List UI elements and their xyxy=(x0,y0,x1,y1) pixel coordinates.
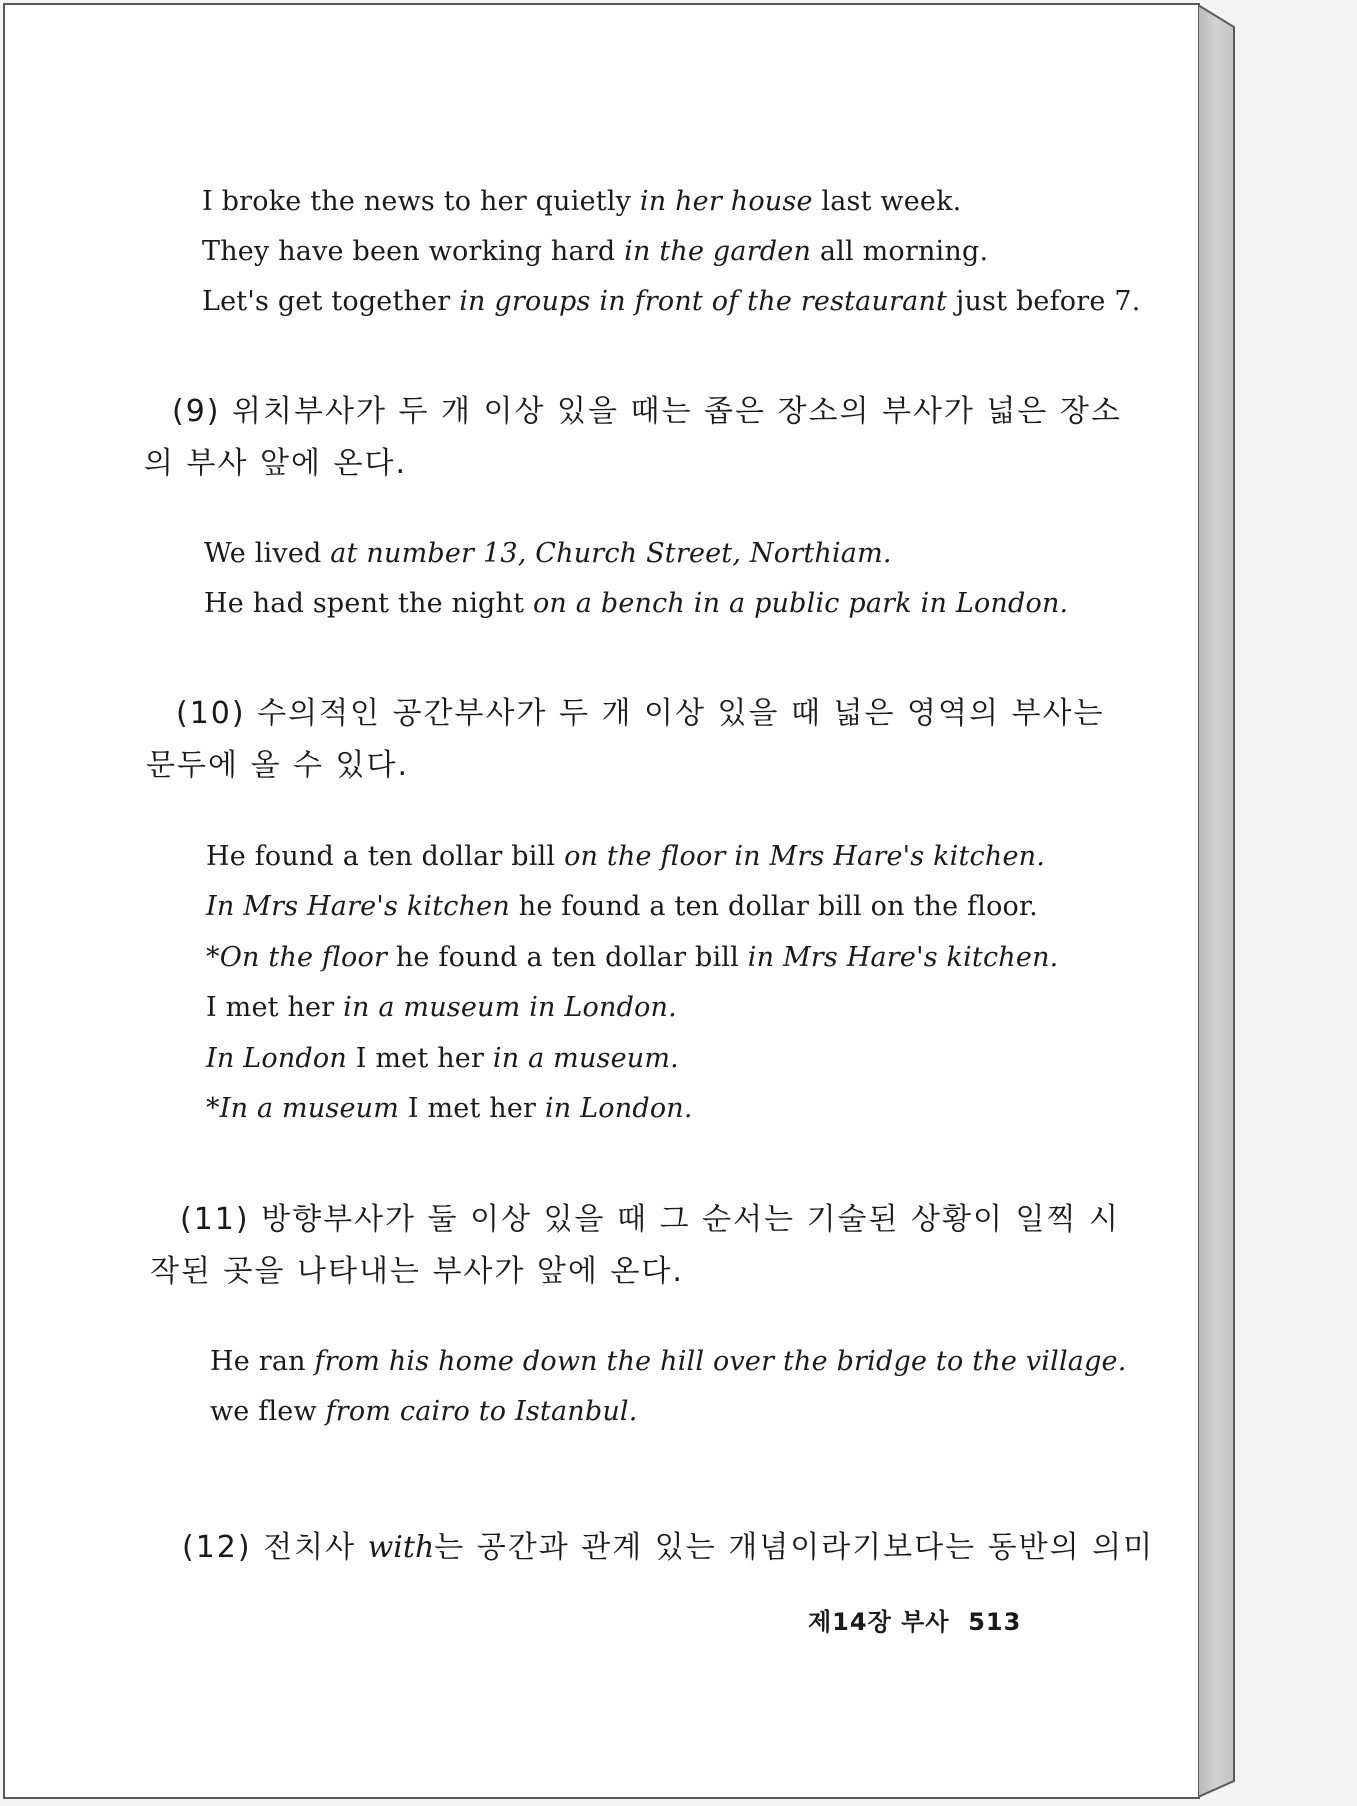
rule-11-continuation: 작된 곳을 나타내는 부사가 앞에 온다. xyxy=(150,1254,684,1289)
adverbial-phrase: In Mrs Hare's kitchen xyxy=(206,891,510,922)
adverbial-phrase: from his home down the hill over the bridge to the village. xyxy=(314,1346,1127,1377)
rule-9-heading: (9) 위치부사가 두 개 이상 있을 때는 좁은 장소의 부사가 넓은 장소 xyxy=(172,394,1122,429)
adverbial-phrase: In London xyxy=(206,1043,347,1074)
adverbial-phrase: In a museum xyxy=(219,1093,400,1124)
rule-12-prefix: (12) 전치사 xyxy=(182,1530,368,1565)
rule-10-continuation: 문두에 올 수 있다. xyxy=(146,748,410,783)
example-sentence xyxy=(210,1346,1127,1377)
example-sentence xyxy=(204,538,892,569)
example-sentence xyxy=(206,891,1038,922)
page-number: 513 xyxy=(968,1608,1022,1636)
adverbial-phrase: on a bench in a public park in London. xyxy=(532,588,1069,619)
adverbial-phrase: in London. xyxy=(544,1093,693,1124)
sentence-segment: He had spent the night xyxy=(204,588,533,619)
sentence-segment: He found a ten dollar bill xyxy=(206,841,565,872)
example-sentence xyxy=(206,1093,693,1124)
example-sentence xyxy=(206,1043,679,1074)
adverbial-phrase: in her house xyxy=(639,186,813,217)
page-stack-edge xyxy=(1198,3,1238,1799)
sentence-segment: last week. xyxy=(812,186,962,217)
adverbial-phrase: from cairo to Istanbul. xyxy=(325,1396,638,1427)
sentence-segment: * xyxy=(206,942,220,973)
sentence-segment: all morning. xyxy=(811,236,989,267)
rule-12-heading xyxy=(182,1522,1154,1566)
adverbial-phrase: in groups in front of the restaurant xyxy=(459,286,948,317)
example-sentence xyxy=(206,992,677,1023)
sentence-segment: I met her xyxy=(206,992,344,1023)
sentence-segment: he found a ten dollar bill xyxy=(387,942,748,973)
adverbial-phrase: On the floor xyxy=(219,942,388,973)
sentence-segment: Let's get together xyxy=(202,286,460,317)
sentence-segment: I broke the news to her quietly xyxy=(202,186,640,217)
rule-9-continuation: 의 부사 앞에 온다. xyxy=(144,446,408,481)
rule-10-heading: (10) 수의적인 공간부사가 두 개 이상 있을 때 넓은 영역의 부사는 xyxy=(176,696,1105,731)
example-sentence xyxy=(206,942,1058,973)
example-sentence xyxy=(204,588,1068,619)
adverbial-phrase: in the garden xyxy=(624,236,812,267)
rule-11-heading: (11) 방향부사가 둘 이상 있을 때 그 순서는 기술된 상황이 일찍 시 xyxy=(180,1202,1120,1237)
adverbial-phrase: on the floor in Mrs Hare's kitchen. xyxy=(564,841,1046,872)
sentence-segment: he found a ten dollar bill on the floor. xyxy=(509,891,1038,922)
adverbial-phrase: in a museum in London. xyxy=(343,992,677,1023)
example-sentence xyxy=(206,841,1045,872)
sentence-segment: * xyxy=(206,1093,220,1124)
sentence-segment: We lived xyxy=(204,538,331,569)
example-sentence xyxy=(202,236,988,267)
sentence-segment: They have been working hard xyxy=(202,236,625,267)
sentence-segment: I met her xyxy=(399,1093,545,1124)
rule-12-text: 는 공간과 관계 있는 개념이라기보다는 동반의 의미 xyxy=(434,1530,1155,1565)
adverbial-phrase: in a museum. xyxy=(492,1043,679,1074)
example-sentence xyxy=(202,186,961,217)
chapter-title: 제14장 부사 xyxy=(808,1608,950,1636)
adverbial-phrase: in Mrs Hare's kitchen. xyxy=(747,942,1059,973)
sentence-segment: we flew xyxy=(210,1396,326,1427)
running-footer xyxy=(808,1602,1021,1637)
sentence-segment: He ran xyxy=(210,1346,315,1377)
sentence-segment: I met her xyxy=(346,1043,493,1074)
example-sentence xyxy=(210,1396,638,1427)
rule-12-keyword: with xyxy=(367,1530,435,1565)
example-sentence xyxy=(202,286,1140,317)
sentence-segment: just before 7. xyxy=(947,286,1141,317)
adverbial-phrase: at number 13, Church Street, Northiam. xyxy=(330,538,892,569)
